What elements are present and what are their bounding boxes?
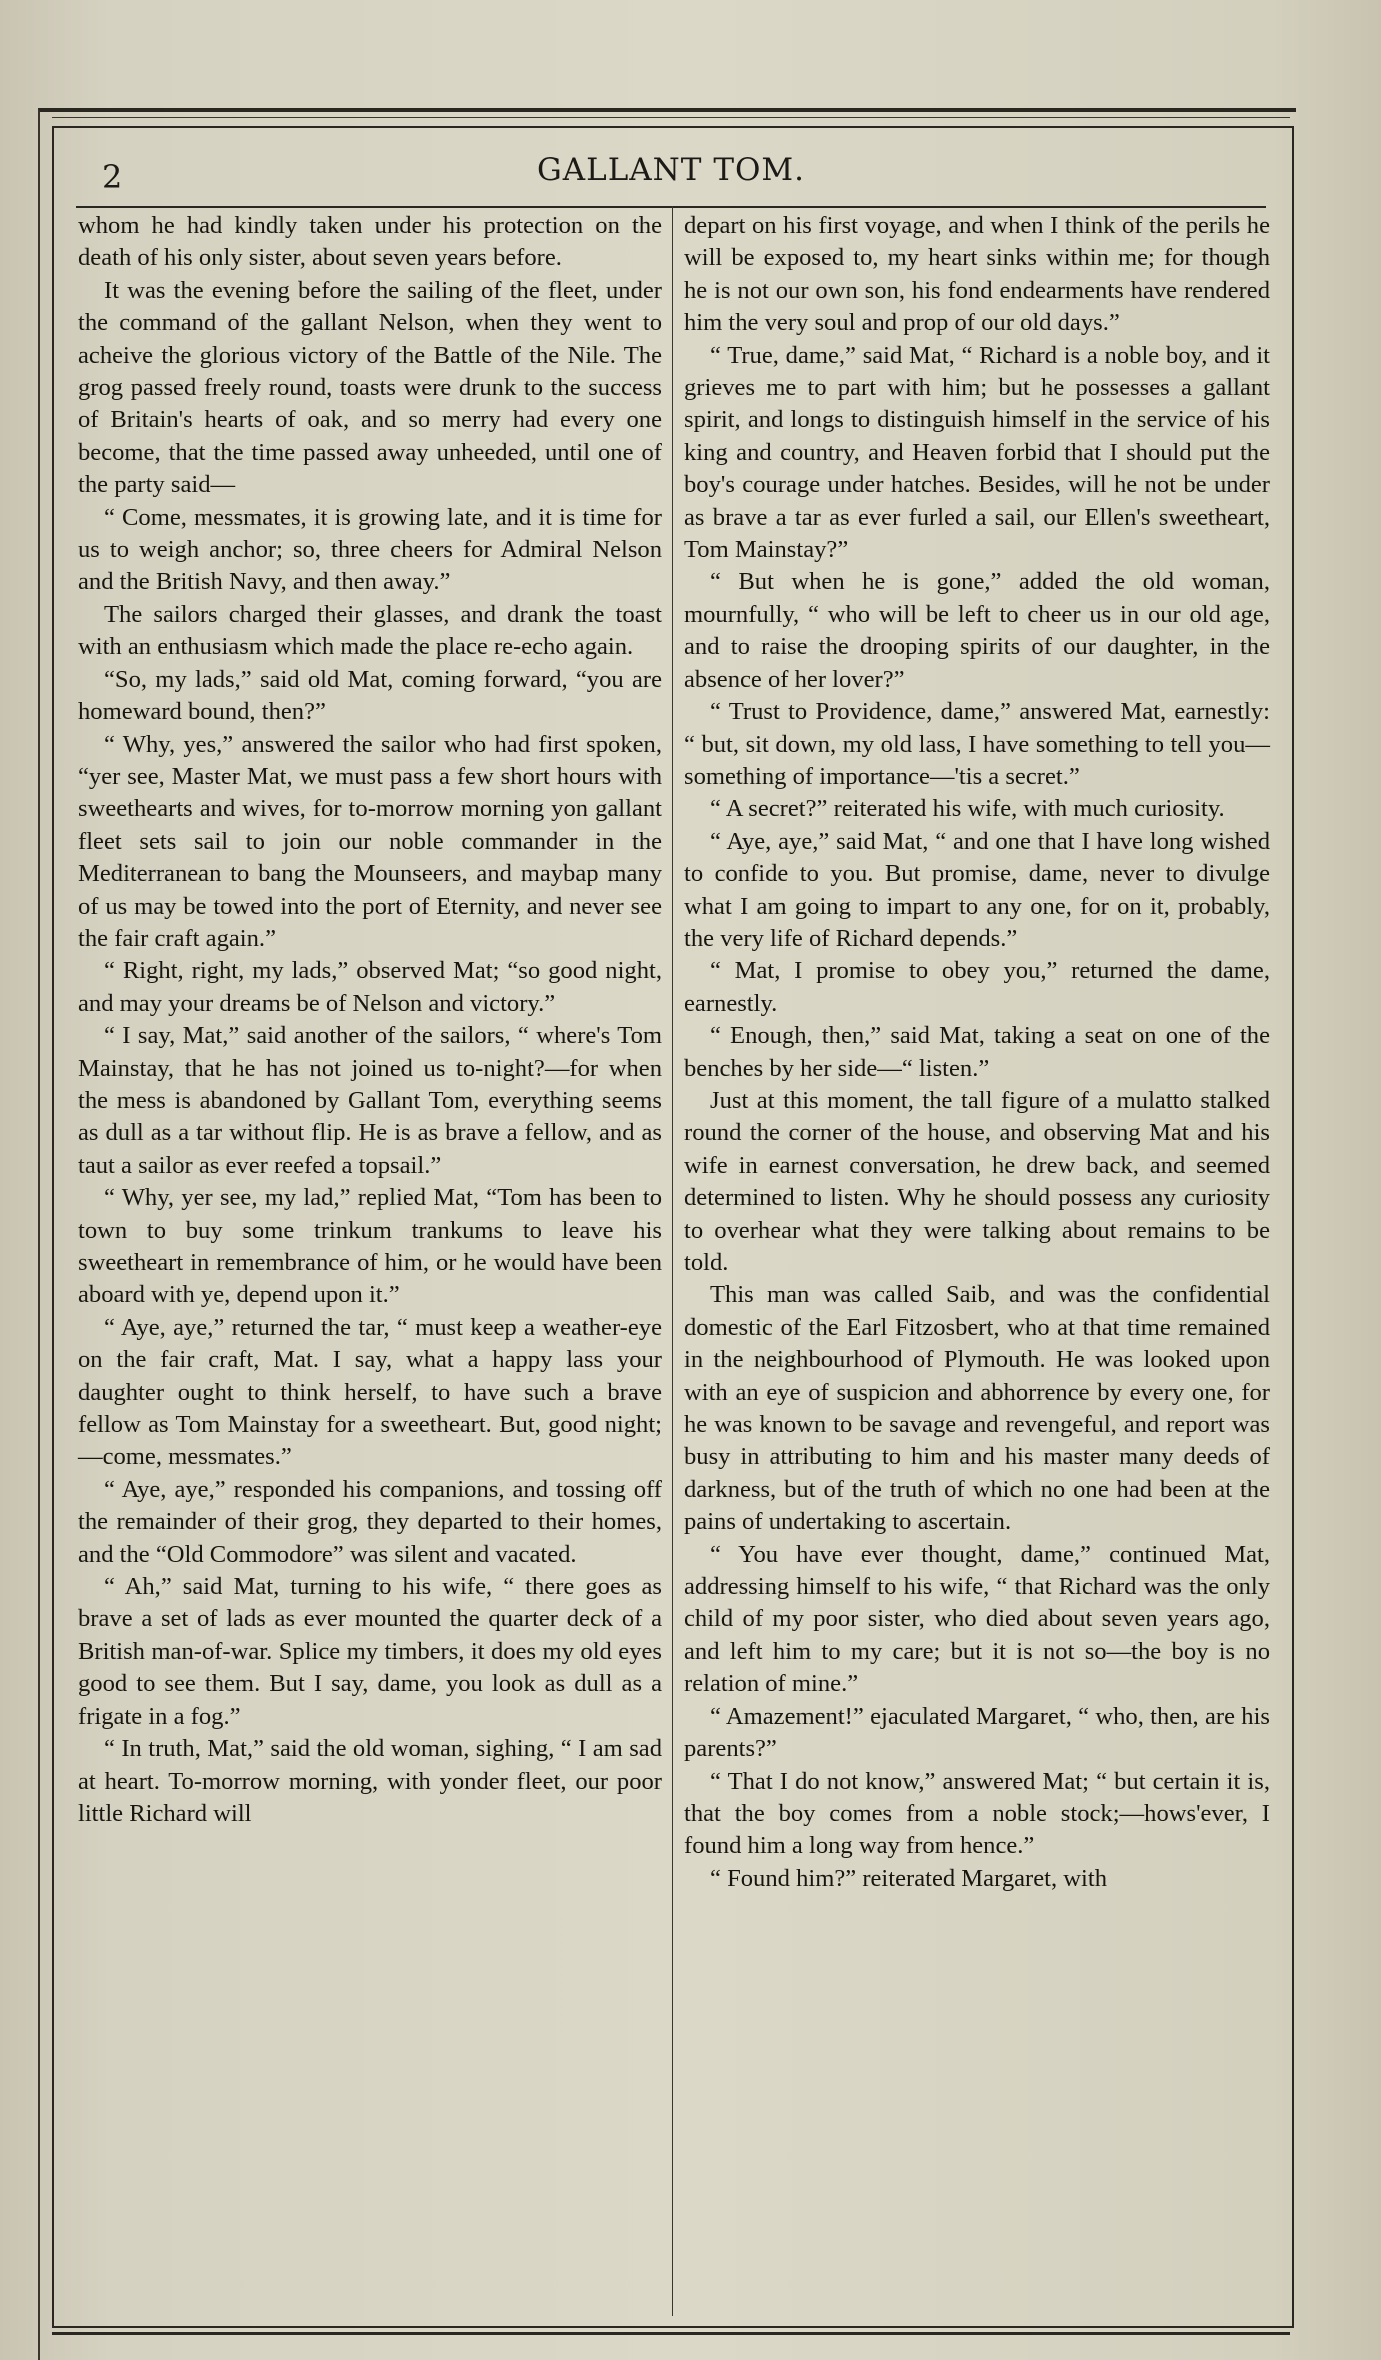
paragraph: “ That I do not know,” answered Mat; “ but certain it is, that the boy comes from a noble stock;—hows'ever, I found him a long way from hence.” (684, 1767, 1270, 1860)
page-header (52, 132, 1290, 202)
running-title: GALLANT TOM. (536, 152, 806, 188)
paragraph: “ Mat, I promise to obey you,” returned the dame, earnestly. (684, 957, 1270, 1017)
paragraph: This man was called Saib, and was the confidential domestic of the Earl Fitzosbert, who at that time remained in the neighbourhood of Plymouth. He was looked upon with an eye of suspicion and abhorrence by every one, for he was known to be savage and revengeful, and report was busy in attributing to him and his master many deeds of darkness, but of the truth of which no one had been at the pains of undertaking to ascertain. (684, 1281, 1270, 1536)
paragraph: The sailors charged their glasses, and drank the toast with an enthusiasm which made the place re-echo again. (78, 600, 662, 661)
paragraph: “ Trust to Providence, dame,” answered Mat, earnestly: “ but, sit down, my old lass, I have something to tell you—something of importance—'tis a secret.” (684, 698, 1270, 790)
paragraph: “ Aye, aye,” said Mat, “ and one that I have long wished to confide to you. But promise, dame, never to divulge what I am going to impart to any one, for on it, probably, the very life of Richard depends.” (684, 827, 1270, 952)
page-number: 2 (102, 158, 123, 196)
paragraph: “ Aye, aye,” returned the tar, “ must keep a weather-eye on the fair craft, Mat. I say, what a happy lass your daughter ought to think herself, to have such a brave fellow as Tom Mainstay for a sweetheart. But, good night; —come, messmates.” (78, 1313, 662, 1471)
paragraph: “ Found him?” reiterated Margaret, with (710, 1864, 1108, 1892)
bottom-rule (52, 2332, 1290, 2335)
paragraph: “ Enough, then,” said Mat, taking a seat on one of the benches by her side—“ listen.” (684, 1022, 1270, 1082)
paragraph: Just at this moment, the tall figure of a mulatto stalked round the corner of the house, and observing Mat and his wife in earnest conversation, he drew back, and seemed determined to listen. Why he should possess any curiosity to overhear what they were talking about remains to be told. (684, 1086, 1270, 1276)
paragraph: whom he had kindly taken under his protection on the death of his only sister, about seven years before. (78, 212, 662, 272)
paragraph: “ You have ever thought, dame,” continued Mat, addressing himself to his wife, “ that Richard was the only child of my poor sister, who died about seven years ago, and left him to my care; but it is not so—the boy is no relation of mine.” (684, 1540, 1270, 1698)
paragraph: “ Ah,” said Mat, turning to his wife, “ there goes as brave a set of lads as ever mounted the quarter deck of a British man-of-war. Splice my timbers, it does my old eyes good to see them. But I say, dame, you look as dull as a frigate in a fog.” (78, 1573, 662, 1730)
paragraph: “ True, dame,” said Mat, “ Richard is a noble boy, and it grieves me to part with him; but he possesses a gallant spirit, and longs to distinguish himself in the service of his king and country, and Heaven forbid that I should put the boy's courage under hatches. Besides, will he not be under as brave a tar as ever furled a sail, our Ellen's sweetheart, Tom Mainstay?” (684, 341, 1270, 564)
paragraph: “ In truth, Mat,” said the old woman, sighing, “ I am sad at heart. To-morrow morning, with yonder fleet, our poor little Richard will (78, 1735, 662, 1827)
paragraph: “ Aye, aye,” responded his companions, and tossing off the remainder of their grog, they departed to their homes, and the “Old Commodore” was silent and vacated. (78, 1475, 662, 1568)
left-column (78, 210, 662, 1830)
paragraph: It was the evening before the sailing of the fleet, under the command of the gallant Nelson, when they went to acheive the glorious victory of the Battle of the Nile. The grog passed freely round, toasts were drunk to the success of Britain's hearts of oak, and so merry had every one become, that the time passed away unheeded, until one of the party said— (78, 276, 662, 499)
paragraph: “ I say, Mat,” said another of the sailors, “ where's Tom Mainstay, that he has not joined us to-night?—for when the mess is abandoned by Gallant Tom, everything seems as dull as a tar without flip. He is as brave a fellow, and as taut a sailor as ever reefed a topsail.” (78, 1022, 662, 1179)
header-rule (76, 206, 1266, 208)
paragraph: “ Why, yer see, my lad,” replied Mat, “Tom has been to town to buy some trinkum trankums to leave his sweetheart in remembrance of him, or he would have been aboard with ye, depend upon it.” (78, 1184, 662, 1309)
top-rule (52, 117, 1290, 118)
column-divider (672, 206, 673, 2316)
paragraph: “ Why, yes,” answered the sailor who had first spoken, “yer see, Master Mat, we must pass a few short hours with sweethearts and wives, for to-morrow morning yon gallant fleet sets sail to join our noble commander in the Mediterranean to bang the Mounseers, and maybap many of us may be towed into the port of Eternity, and never see the fair craft again.” (78, 730, 662, 952)
paragraph: “ But when he is gone,” added the old woman, mournfully, “ who will be left to cheer us in our old age, and to raise the drooping spirits of our daughter, in the absence of her lover?” (684, 568, 1270, 693)
paragraph: “ Come, messmates, it is growing late, and it is time for us to weigh anchor; so, three cheers for Admiral Nelson and the British Navy, and then away.” (78, 503, 662, 596)
paragraph: “ Right, right, my lads,” observed Mat; “so good night, and may your dreams be of Nelson and victory.” (78, 957, 662, 1017)
paragraph: “ A secret?” reiterated his wife, with much curiosity. (710, 795, 1225, 823)
paragraph: “So, my lads,” said old Mat, coming forward, “you are homeward bound, then?” (78, 665, 662, 726)
paragraph: depart on his first voyage, and when I think of the perils he will be exposed to, my heart sinks within me; for though he is not our own son, his fond endearments have rendered him the very soul and prop of our old days.” (684, 212, 1270, 337)
right-column (684, 210, 1270, 1895)
paragraph: “ Amazement!” ejaculated Margaret, “ who, then, are his parents?” (684, 1702, 1270, 1763)
